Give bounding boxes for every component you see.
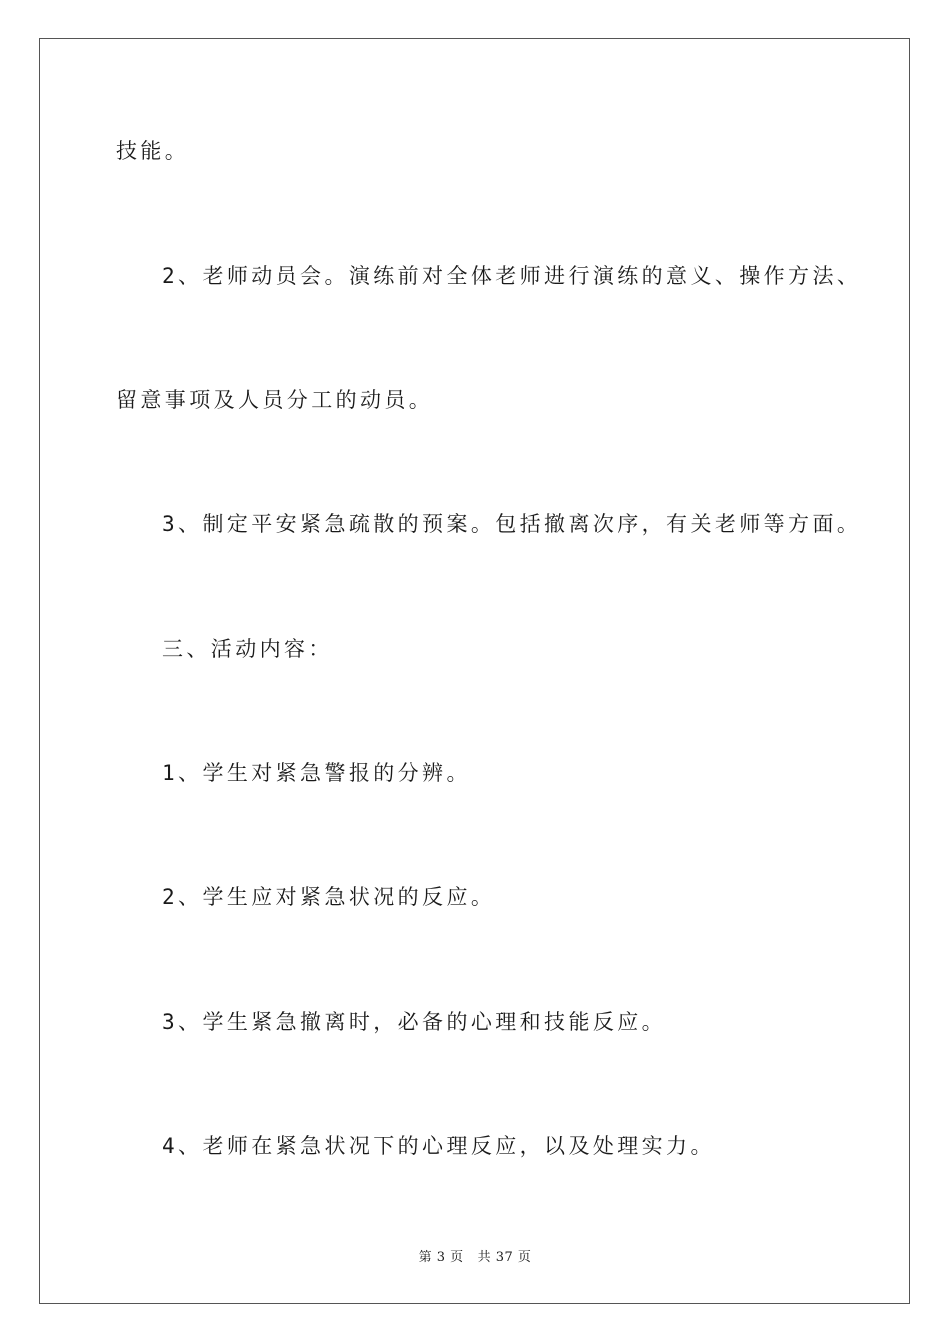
page-footer (0, 1246, 950, 1265)
paragraph-7: 3、学生紧急撤离时，必备的心理和技能反应。 (162, 1010, 667, 1034)
paragraph-2: 2、老师动员会。演练前对全体老师进行演练的意义、操作方法、 (162, 264, 862, 288)
paragraph-5: 1、学生对紧急警报的分辨。 (162, 761, 471, 785)
paragraph-1: 技能。 (116, 139, 190, 163)
paragraph-3: 留意事项及人员分工的动员。 (116, 388, 434, 412)
paragraph-8: 4、老师在紧急状况下的心理反应，以及处理实力。 (162, 1134, 715, 1158)
total-pages: 共 37 页 (477, 1250, 532, 1265)
page-number: 第 3 页 (418, 1250, 464, 1265)
paragraph-4: 3、制定平安紧急疏散的预案。包括撤离次序，有关老师等方面。 (162, 512, 862, 536)
paragraph-6: 2、学生应对紧急状况的反应。 (162, 885, 496, 909)
page-border (39, 38, 910, 1304)
section-heading: 三、活动内容： (162, 637, 333, 661)
